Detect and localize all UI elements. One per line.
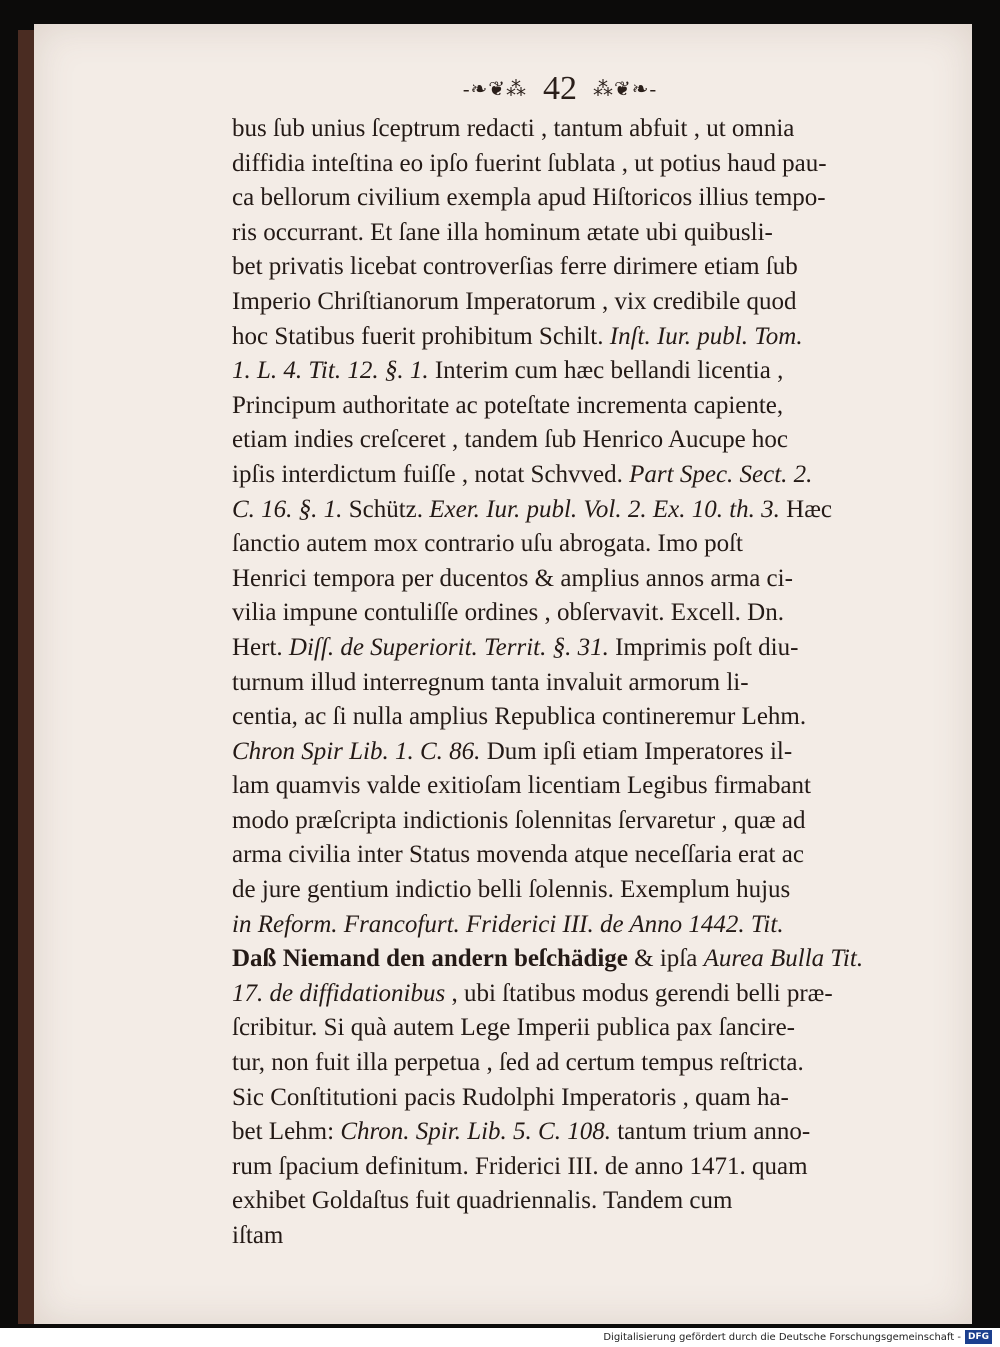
body-text xyxy=(232,112,932,1254)
line-text: Imperio Chriſtianorum Imperatorum , vix credibile quod xyxy=(232,287,797,315)
line-text: tantum trium anno- xyxy=(610,1118,811,1146)
text-line xyxy=(232,147,932,182)
citation-text: 17. de diffidationibus xyxy=(232,979,446,1007)
text-line xyxy=(232,631,932,666)
line-text: ſcribitur. Si quà autem Lege Imperii publica pax ſancire- xyxy=(232,1014,795,1042)
text-line xyxy=(232,1115,932,1150)
text-line xyxy=(232,977,932,1012)
citation-text: Chron Spir Lib. 1. C. 86. xyxy=(232,737,481,765)
line-text: arma civilia inter Status movenda atque neceſſaria erat ac xyxy=(232,841,804,869)
text-line xyxy=(232,320,932,355)
line-text: de jure gentium indictio belli ſolennis. Exemplum hujus xyxy=(232,876,791,904)
text-line xyxy=(232,1184,932,1219)
line-text: rum ſpacium definitum. Friderici III. de anno 1471. quam xyxy=(232,1152,808,1180)
text-line xyxy=(232,493,932,528)
text-line xyxy=(232,562,932,597)
line-text: Hert. xyxy=(232,633,289,661)
line-text: turnum illud interregnum tanta invaluit armorum li- xyxy=(232,668,749,696)
text-line xyxy=(232,700,932,735)
citation-text: in Reform. Francofurt. Friderici III. de Anno 1442. Tit. xyxy=(232,910,784,938)
citation-text: Chron. Spir. Lib. 5. C. 108. xyxy=(340,1118,611,1146)
line-text: ca bellorum civilium exempla apud Hiſtoricos illius tempo- xyxy=(232,184,826,212)
line-text: , ubi ſtatibus modus gerendi belli præ- xyxy=(445,979,833,1007)
text-line xyxy=(232,216,932,251)
line-text: vilia impune contuliſſe ordines , obſervavit. Excell. Dn. xyxy=(232,599,784,627)
text-line xyxy=(232,735,932,770)
text-line xyxy=(232,389,932,424)
text-line xyxy=(232,423,932,458)
text-line xyxy=(232,527,932,562)
line-text: ris occurrant. Et ſane illa hominum ætate ubi quibusli- xyxy=(232,218,773,246)
blackletter-text: Daß Niemand den andern beſchädige xyxy=(232,945,628,973)
page-number: 42 xyxy=(543,70,577,107)
line-text: exhibet Goldaſtus fuit quadriennalis. Tandem cum xyxy=(232,1187,733,1215)
text-line xyxy=(232,1046,932,1081)
citation-text: Aurea Bulla Tit. xyxy=(703,945,864,973)
line-text: lam quamvis valde exitioſam licentiam Legibus firmabant xyxy=(232,772,812,800)
footer-bar xyxy=(0,1328,1000,1347)
line-text: Interim cum hæc bellandi licentia , xyxy=(428,357,784,385)
line-text: Sic Conſtitutioni pacis Rudolphi Imperatoris , quam ha- xyxy=(232,1083,789,1111)
line-text: bet privatis licebat controverſias ferre dirimere etiam ſub xyxy=(232,253,798,281)
line-text: tur, non fuit illa perpetua , ſed ad certum tempus reſtricta. xyxy=(232,1049,804,1077)
text-line xyxy=(232,838,932,873)
line-text: ipſis interdictum fuiſſe , notat Schvved. xyxy=(232,460,630,488)
line-text: modo præſcripta indictionis ſolennitas ſervaretur , quæ ad xyxy=(232,806,806,834)
line-text: Principum authoritate ac poteſtate incrementa capiente, xyxy=(232,391,784,419)
text-line xyxy=(232,181,932,216)
line-text: hoc Statibus fuerit prohibitum Schilt. xyxy=(232,322,610,350)
line-text: & ipſa xyxy=(627,945,704,973)
text-line xyxy=(232,1081,932,1116)
page-edge xyxy=(18,30,34,1324)
citation-text: C. 16. §. 1. xyxy=(232,495,343,523)
text-line xyxy=(232,112,932,147)
citation-text: 1. L. 4. Tit. 12. §. 1. xyxy=(232,357,429,385)
text-line xyxy=(232,285,932,320)
citation-text: Part Spec. Sect. 2. xyxy=(629,460,813,488)
text-line xyxy=(232,1219,932,1254)
text-line xyxy=(232,596,932,631)
page-header xyxy=(430,70,690,114)
dfg-logo: DFG xyxy=(965,1330,992,1344)
line-text: ſanctio autem mox contrario uſu abrogata. Imo poſt xyxy=(232,530,743,558)
left-ornament: -❧❦⁂ xyxy=(462,78,527,101)
text-line xyxy=(232,1011,932,1046)
text-line xyxy=(232,1150,932,1185)
citation-text: Exer. Iur. publ. Vol. 2. Ex. 10. th. 3. xyxy=(429,495,780,523)
line-text: bet Lehm: xyxy=(232,1118,341,1146)
citation-text: Inſt. Iur. publ. Tom. xyxy=(609,322,803,350)
line-text: bus ſub unius ſceptrum redacti , tantum abfuit , ut omnia xyxy=(232,115,795,142)
line-text: Schütz. xyxy=(342,495,430,523)
text-line xyxy=(232,458,932,493)
line-text: Hæc xyxy=(779,495,832,523)
text-line xyxy=(232,873,932,908)
line-text: centia, ac ſi nulla amplius Republica contineremur Lehm. xyxy=(232,703,807,731)
right-ornament: ⁂❦❧- xyxy=(593,78,658,101)
text-line xyxy=(232,769,932,804)
citation-text: Diſſ. de Superiorit. Territ. §. 31. xyxy=(288,633,609,661)
line-text: Dum ipſi etiam Imperatores il- xyxy=(480,737,793,765)
line-text: etiam indies creſceret , tandem ſub Henrico Aucupe hoc xyxy=(232,426,789,454)
text-line xyxy=(232,908,932,943)
text-line xyxy=(232,250,932,285)
text-line xyxy=(232,666,932,701)
funding-notice: Digitalisierung gefördert durch die Deutsche Forschungsgemeinschaft - xyxy=(603,1332,961,1343)
text-line xyxy=(232,354,932,389)
line-text: iſtam xyxy=(232,1222,284,1249)
line-text: Henrici tempora per ducentos & amplius annos arma ci- xyxy=(232,564,793,592)
line-text: Imprimis poſt diu- xyxy=(608,633,799,661)
text-line xyxy=(232,942,932,977)
line-text: diffidia inteſtina eo ipſo fuerint ſublata , ut potius haud pau- xyxy=(232,149,827,177)
text-line xyxy=(232,804,932,839)
